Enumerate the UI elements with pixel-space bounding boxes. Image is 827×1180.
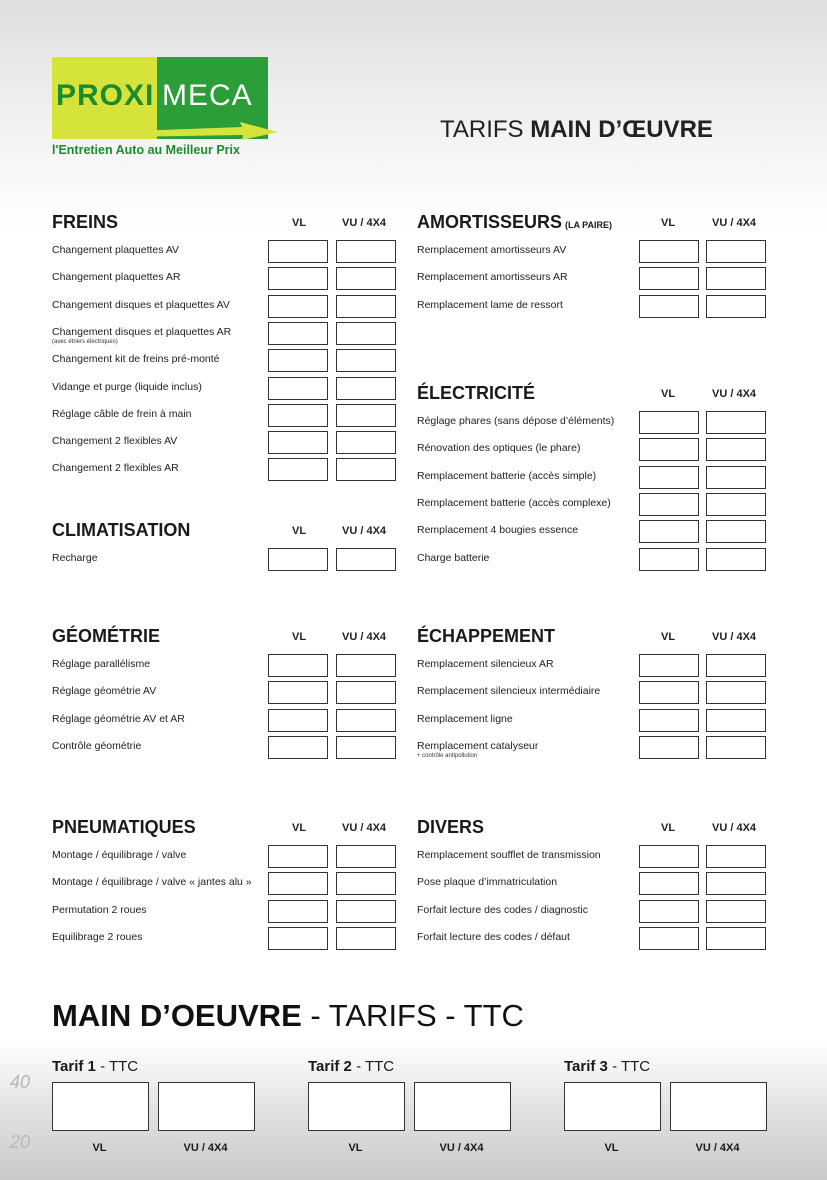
row-label: Changement plaquettes AV — [52, 244, 180, 256]
row-label: Montage / équilibrage / valve — [52, 849, 187, 861]
row-label: Recharge — [52, 552, 98, 564]
column-header-vl: VL — [661, 388, 676, 400]
row-label: Remplacement silencieux AR — [417, 658, 554, 670]
price-row — [417, 548, 777, 571]
price-row — [417, 493, 777, 516]
price-box-vl[interactable] — [268, 240, 328, 263]
price-box-vu[interactable] — [336, 872, 396, 895]
column-header-vl: VL — [292, 217, 307, 229]
price-row — [417, 709, 777, 732]
bottom-title-bold: MAIN D’OEUVRE — [52, 998, 302, 1033]
price-box-vl[interactable] — [268, 654, 328, 677]
row-label: Changement disques et plaquettes AR — [52, 325, 232, 338]
price-row — [417, 295, 777, 318]
price-box-vu[interactable] — [336, 927, 396, 950]
row-label: Forfait lecture des codes / défaut — [417, 930, 570, 943]
price-box-vl[interactable] — [639, 709, 699, 732]
tarif-3-suffix: - TTC — [607, 1058, 651, 1075]
price-row — [417, 736, 777, 759]
price-row — [52, 709, 412, 732]
section-title-text: CLIMATISATION — [52, 520, 191, 540]
price-row — [52, 458, 412, 481]
row-label: Changement 2 flexibles AR — [52, 462, 179, 475]
section-title-echappement — [417, 626, 555, 647]
price-box-vu[interactable] — [336, 458, 396, 481]
row-label: Remplacement lame de ressort — [417, 298, 563, 311]
page-title-light: TARIFS — [440, 116, 524, 143]
bottom-title-rest: - TARIFS - TTC — [301, 998, 524, 1033]
price-box-vu[interactable] — [706, 267, 766, 290]
price-box-vu[interactable] — [336, 845, 396, 868]
bottom-title — [52, 998, 524, 1034]
price-row — [52, 267, 412, 290]
price-box-vu[interactable] — [706, 900, 766, 923]
tarif-1-vu-label: VU / 4X4 — [183, 1142, 228, 1154]
row-label: Remplacement amortisseurs AV — [417, 244, 567, 256]
column-header-vu: VU / 4X4 — [712, 822, 757, 834]
price-box-vu[interactable] — [336, 322, 396, 345]
price-box-vu[interactable] — [706, 681, 766, 704]
row-label: Charge batterie — [417, 551, 490, 564]
price-row — [417, 466, 777, 489]
tarif-2-title — [308, 1058, 394, 1075]
price-row — [417, 654, 777, 677]
tarif-3-vu-label: VU / 4X4 — [695, 1142, 740, 1154]
price-box-vl[interactable] — [639, 900, 699, 923]
logo-text-meca: MECA — [162, 79, 253, 112]
price-box-vl[interactable] — [268, 322, 328, 345]
price-box-vl[interactable] — [268, 736, 328, 759]
row-label: Forfait lecture des codes / diagnostic — [417, 903, 589, 916]
price-row — [52, 322, 412, 345]
column-header-vu: VU / 4X4 — [712, 388, 757, 400]
price-box-vu[interactable] — [706, 872, 766, 895]
price-box-vu[interactable] — [706, 520, 766, 543]
price-row — [52, 900, 412, 923]
price-box-vu[interactable] — [706, 438, 766, 461]
section-title-freins — [52, 212, 118, 233]
column-header-vu: VU / 4X4 — [342, 822, 387, 834]
price-box-vu[interactable] — [336, 654, 396, 677]
price-box-vl[interactable] — [639, 493, 699, 516]
price-row — [417, 520, 777, 543]
tarif-3-title — [564, 1058, 650, 1075]
price-box-vu[interactable] — [706, 240, 766, 263]
row-label: Changement disques et plaquettes AV — [52, 298, 230, 311]
price-row — [52, 377, 412, 400]
price-box-vl[interactable] — [268, 548, 328, 571]
price-box-vl[interactable] — [268, 872, 328, 895]
price-box-vl[interactable] — [639, 681, 699, 704]
price-box-vu[interactable] — [336, 900, 396, 923]
price-box-vu[interactable] — [336, 295, 396, 318]
tarif-3-name: Tarif 3 — [564, 1058, 608, 1075]
price-row — [52, 654, 412, 677]
section-title-amortisseurs — [417, 212, 612, 233]
price-box-vu[interactable] — [706, 736, 766, 759]
row-label: Vidange et purge (liquide inclus) — [52, 380, 202, 393]
price-row — [52, 872, 412, 895]
price-box-vu[interactable] — [336, 736, 396, 759]
price-box-vu[interactable] — [706, 466, 766, 489]
price-row — [52, 295, 412, 318]
price-box-vl[interactable] — [268, 900, 328, 923]
price-box-vu[interactable] — [706, 927, 766, 950]
row-label: Changement 2 flexibles AV — [52, 435, 178, 448]
section-title-text: FREINS — [52, 212, 119, 232]
section-title-climatisation — [52, 520, 190, 541]
price-box-vu[interactable] — [336, 681, 396, 704]
column-header-vl: VL — [661, 217, 676, 229]
price-box-vu[interactable] — [336, 548, 396, 571]
tarif-2-name: Tarif 2 — [308, 1058, 352, 1075]
price-box-vl[interactable] — [268, 404, 328, 427]
price-box-vu[interactable] — [706, 411, 766, 434]
row-label: Changement plaquettes AR — [52, 271, 181, 284]
price-row — [52, 927, 412, 950]
tarif-2-vu-label: VU / 4X4 — [439, 1142, 484, 1154]
price-row — [417, 267, 777, 290]
row-note: + contrôle antipollution — [417, 752, 478, 759]
tarif-1-name: Tarif 1 — [52, 1058, 96, 1075]
price-box-vu[interactable] — [336, 240, 396, 263]
tarif-1-suffix: - TTC — [95, 1058, 139, 1075]
row-note: (avec étriers électriques) — [52, 338, 118, 345]
price-box-vl[interactable] — [639, 927, 699, 950]
price-box-vl[interactable] — [639, 466, 699, 489]
proximeca-logo — [52, 57, 278, 159]
row-label: Rénovation des optiques (le phare) — [417, 442, 581, 455]
section-title-text: AMORTISSEURS — [417, 212, 563, 232]
tarif-1-vl-box[interactable] — [52, 1082, 149, 1131]
price-row — [52, 845, 412, 868]
row-label: Réglage phares (sans dépose d’éléments) — [417, 415, 615, 427]
row-label: Réglage géométrie AV et AR — [52, 712, 185, 725]
price-box-vl[interactable] — [268, 927, 328, 950]
column-header-vl: VL — [292, 822, 307, 834]
row-label: Réglage géométrie AV — [52, 685, 157, 698]
column-header-vu: VU / 4X4 — [342, 631, 387, 643]
row-label: Contrôle géométrie — [52, 739, 142, 752]
row-label: Remplacement batterie (accès simple) — [417, 469, 597, 482]
price-box-vl[interactable] — [268, 431, 328, 454]
tarif-2-suffix: - TTC — [351, 1058, 395, 1075]
price-box-vl[interactable] — [639, 736, 699, 759]
price-row — [417, 872, 777, 895]
price-box-vl[interactable] — [639, 267, 699, 290]
price-box-vu[interactable] — [336, 709, 396, 732]
column-header-vl: VL — [661, 631, 676, 643]
price-row — [417, 927, 777, 950]
page-title-bold: MAIN D’ŒUVRE — [530, 116, 713, 143]
row-label: Pose plaque d’immatriculation — [417, 876, 558, 889]
section-subtitle: (LA PAIRE) — [565, 220, 613, 230]
price-box-vl[interactable] — [639, 438, 699, 461]
column-header-vu: VU / 4X4 — [342, 217, 387, 229]
row-label: Remplacement ligne — [417, 712, 513, 725]
column-header-vl: VL — [292, 525, 307, 537]
section-title-pneumatiques — [52, 817, 196, 838]
price-row — [52, 349, 412, 372]
row-label: Remplacement 4 bougies essence — [417, 524, 579, 537]
section-title-text: ÉCHAPPEMENT — [417, 626, 556, 646]
price-box-vl[interactable] — [639, 295, 699, 318]
price-row — [417, 845, 777, 868]
row-label: Permutation 2 roues — [52, 903, 147, 916]
price-row — [52, 548, 412, 571]
price-box-vl[interactable] — [639, 411, 699, 434]
price-box-vl[interactable] — [268, 458, 328, 481]
row-label: Montage / équilibrage / valve « jantes alu » — [52, 876, 252, 889]
tarif-1-vu-box[interactable] — [158, 1082, 255, 1131]
tarif-2-vu-box[interactable] — [414, 1082, 511, 1131]
price-box-vl[interactable] — [639, 845, 699, 868]
column-header-vu: VU / 4X4 — [712, 631, 757, 643]
price-box-vl[interactable] — [268, 709, 328, 732]
price-box-vu[interactable] — [706, 548, 766, 571]
section-title-divers — [417, 817, 484, 838]
price-box-vl[interactable] — [639, 240, 699, 263]
tarif-2-vl-label: VL — [348, 1142, 363, 1154]
price-row — [417, 438, 777, 461]
price-box-vu[interactable] — [336, 349, 396, 372]
price-box-vu[interactable] — [336, 267, 396, 290]
section-title-geometrie — [52, 626, 160, 647]
row-label: Changement kit de freins pré-monté — [52, 353, 220, 366]
price-row — [417, 411, 777, 434]
price-box-vu[interactable] — [706, 295, 766, 318]
price-box-vl[interactable] — [268, 681, 328, 704]
gauge-mark-20: 20 — [10, 1132, 31, 1152]
price-box-vl[interactable] — [268, 295, 328, 318]
row-label: Remplacement silencieux intermédiaire — [417, 685, 601, 698]
price-row — [52, 736, 412, 759]
tarif-1-title — [52, 1058, 138, 1075]
price-box-vl[interactable] — [268, 267, 328, 290]
price-box-vu[interactable] — [706, 709, 766, 732]
tarif-3-vu-box[interactable] — [670, 1082, 767, 1131]
logo-text-proxi: PROXI — [56, 79, 155, 112]
section-title-text: ÉLECTRICITÉ — [417, 383, 536, 403]
tarif-3-vl-label: VL — [604, 1142, 619, 1154]
price-box-vl[interactable] — [639, 654, 699, 677]
tarif-2-vl-box[interactable] — [308, 1082, 405, 1131]
price-box-vl[interactable] — [639, 548, 699, 571]
row-label: Réglage parallélisme — [52, 658, 151, 670]
page-title — [440, 116, 713, 144]
price-box-vu[interactable] — [336, 431, 396, 454]
price-row — [417, 240, 777, 263]
price-box-vu[interactable] — [706, 493, 766, 516]
row-label: Réglage câble de frein à main — [52, 407, 192, 420]
price-box-vu[interactable] — [336, 377, 396, 400]
column-header-vu: VU / 4X4 — [712, 217, 757, 229]
price-row — [417, 681, 777, 704]
price-row — [417, 900, 777, 923]
section-title-text: GÉOMÉTRIE — [52, 626, 161, 646]
tarif-3-vl-box[interactable] — [564, 1082, 661, 1131]
price-box-vl[interactable] — [268, 349, 328, 372]
column-header-vl: VL — [292, 631, 307, 643]
section-title-text: DIVERS — [417, 817, 485, 837]
price-box-vl[interactable] — [639, 872, 699, 895]
row-label: Remplacement amortisseurs AR — [417, 271, 568, 284]
price-row — [52, 240, 412, 263]
row-label: Remplacement catalyseur — [417, 739, 539, 752]
price-row — [52, 404, 412, 427]
price-box-vl[interactable] — [268, 845, 328, 868]
row-label: Equilibrage 2 roues — [52, 930, 143, 943]
gauge-mark-40: 40 — [10, 1072, 31, 1092]
column-header-vu: VU / 4X4 — [342, 525, 387, 537]
section-title-electricite — [417, 383, 535, 404]
logo-tagline: l'Entretien Auto au Meilleur Prix — [52, 143, 240, 157]
row-label: Remplacement batterie (accès complexe) — [417, 496, 611, 509]
section-freins — [52, 212, 412, 512]
section-title-text: PNEUMATIQUES — [52, 817, 196, 837]
price-box-vl[interactable] — [639, 520, 699, 543]
price-box-vu[interactable] — [336, 404, 396, 427]
price-box-vu[interactable] — [706, 845, 766, 868]
price-row — [52, 681, 412, 704]
price-row — [52, 431, 412, 454]
column-header-vl: VL — [661, 822, 676, 834]
logo-arrow-icon — [52, 121, 278, 145]
row-label: Remplacement soufflet de transmission — [417, 849, 601, 861]
tarif-1-vl-label: VL — [92, 1142, 107, 1154]
price-box-vu[interactable] — [706, 654, 766, 677]
price-box-vl[interactable] — [268, 377, 328, 400]
